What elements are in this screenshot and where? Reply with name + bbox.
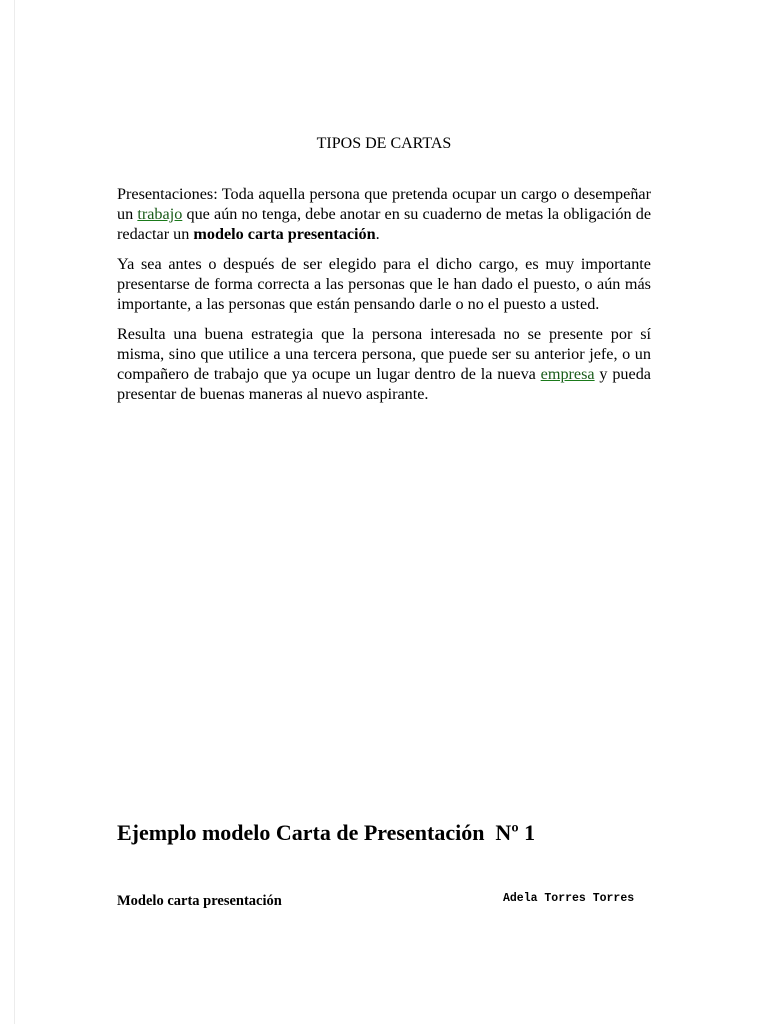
link-empresa[interactable]: empresa bbox=[540, 365, 595, 383]
paragraph-resulta bbox=[117, 324, 651, 404]
link-trabajo[interactable]: trabajo bbox=[137, 205, 183, 223]
example-sublabel: Modelo carta presentación bbox=[117, 893, 282, 909]
paragraph-ya-sea: Ya sea antes o después de ser elegido para el dicho cargo, es muy importante presentarse de forma correcta a las personas que le han dado el puesto, o aún más importante, a las personas que están pensando darle o no el puesto a usted. bbox=[117, 255, 651, 313]
document-title: TIPOS DE CARTAS bbox=[316, 135, 452, 152]
author-name: Adela Torres Torres bbox=[503, 892, 635, 905]
document-body bbox=[117, 184, 651, 414]
bold-phrase-modelo-carta: modelo carta presentación bbox=[193, 225, 376, 243]
paragraph-text: y pueda presentar de buenas maneras al nuevo aspirante. bbox=[117, 365, 651, 403]
paragraph-text: Presentaciones: Toda aquella persona que pretenda ocupar un cargo o desempeñar un bbox=[117, 185, 651, 223]
paragraph-text: . bbox=[375, 225, 380, 243]
paragraph-text: Resulta una buena estrategia que la persona interesada no se presente por sí misma, sino que utilice a una tercera persona, que puede ser su anterior jefe, o un compañero de trabajo que ya ocupe un lugar dentro de la nueva bbox=[117, 325, 651, 383]
paragraph-text: que aún no tenga, debe anotar en su cuaderno de metas la obligación de redactar un bbox=[117, 205, 652, 243]
example-heading: Ejemplo modelo Carta de Presentación Nº 1 bbox=[117, 820, 536, 845]
paragraph-presentaciones bbox=[117, 184, 651, 244]
